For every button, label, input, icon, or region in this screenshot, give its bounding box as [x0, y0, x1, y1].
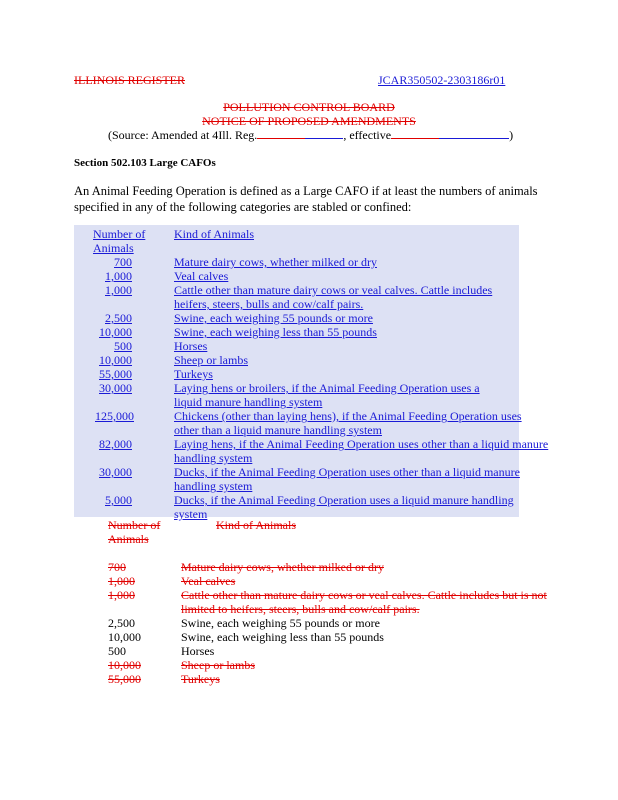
source-effective: , effective [343, 128, 392, 142]
source-line [108, 128, 513, 143]
old-col-kind-header: Kind of Animals [216, 518, 296, 532]
old-row-kind: Swine, each weighing less than 55 pounds [181, 630, 384, 644]
old-row-kind: Sheep or lambs [181, 658, 255, 672]
source-prefix: (Source: Amended at 4 [108, 128, 219, 142]
new-col-number-header: Number of Animals [93, 227, 146, 255]
old-row-kind: Swine, each weighing 55 pounds or more [181, 616, 380, 630]
old-col-number-header: Number of Animals [108, 518, 161, 546]
new-row-number: 82,000 [99, 437, 132, 451]
new-row-kind: Ducks, if the Animal Feeding Operation uses a liquid manure handling system [174, 493, 514, 521]
reg-page-blank [305, 128, 343, 139]
old-row-number: 700 [108, 560, 126, 574]
new-row-number: 1,000 [105, 269, 132, 283]
new-row-number: 30,000 [99, 465, 132, 479]
old-row-kind: Turkeys [181, 672, 220, 686]
new-row-number: 125,000 [95, 409, 134, 423]
new-col-kind-header: Kind of Animals [174, 227, 254, 241]
jcar-code: JCAR350502-2303186r01 [378, 73, 506, 87]
new-row-kind: Mature dairy cows, whether milked or dry [174, 255, 377, 269]
new-row-kind: Ducks, if the Animal Feeding Operation uses other than a liquid manure handling system [174, 465, 520, 493]
old-row-number: 500 [108, 644, 126, 658]
new-animal-table [74, 225, 549, 521]
old-row-number: 2,500 [108, 616, 135, 630]
old-row-number: 1,000 [108, 574, 135, 588]
section-title: Section 502.103 Large CAFOs [74, 157, 216, 169]
new-row-kind: Turkeys [174, 367, 213, 381]
new-row-kind: Swine, each weighing less than 55 pounds [174, 325, 377, 339]
new-row-number: 55,000 [99, 367, 132, 381]
old-row-kind: Veal calves [181, 574, 236, 588]
board-title: POLLUTION CONTROL BOARD [223, 100, 395, 114]
new-row-kind: Swine, each weighing 55 pounds or more [174, 311, 373, 325]
intro-paragraph: An Animal Feeding Operation is defined as a Large CAFO if at least the numbers of animals specified in any of the following categories are stabled or confined: [74, 184, 538, 214]
new-row-number: 700 [114, 255, 132, 269]
old-row-number: 1,000 [108, 588, 135, 602]
effective-date-blank-new [439, 128, 509, 139]
old-row-number: 10,000 [108, 630, 141, 644]
new-row-number: 30,000 [99, 381, 132, 395]
new-row-kind: Horses [174, 339, 208, 353]
new-row-kind: Cattle other than mature dairy cows or veal calves. Cattle includes heifers, steers, bulls and cow/calf pairs. [174, 283, 493, 311]
register-header: ILLINOIS REGISTER [74, 73, 185, 87]
reg-volume-blank [257, 128, 305, 139]
new-row-kind: Chickens (other than laying hens), if the Animal Feeding Operation uses other than a liquid manure handling system [174, 409, 522, 437]
new-row-number: 5,000 [105, 493, 132, 507]
new-row-number: 500 [114, 339, 132, 353]
source-ill-reg: Ill. Reg. [218, 128, 258, 142]
old-row-kind: Horses [181, 644, 215, 658]
new-row-number: 1,000 [105, 283, 132, 297]
new-row-kind: Laying hens or broilers, if the Animal Feeding Operation uses a liquid manure handling system [174, 381, 480, 409]
old-row-number: 10,000 [108, 658, 141, 672]
notice-title: NOTICE OF PROPOSED AMENDMENTS [202, 114, 416, 128]
old-row-kind: Cattle other than mature dairy cows or veal calves. Cattle includes but is not limited to heifers, steers, bulls and cow/calf pairs. [181, 588, 547, 616]
new-row-kind: Laying hens, if the Animal Feeding Operation uses other than a liquid manure handling system [174, 437, 549, 465]
effective-date-blank [391, 128, 439, 139]
new-row-kind: Sheep or lambs [174, 353, 248, 367]
new-row-number: 2,500 [105, 311, 132, 325]
new-row-number: 10,000 [99, 353, 132, 367]
old-row-kind: Mature dairy cows, whether milked or dry [181, 560, 384, 574]
new-row-kind: Veal calves [174, 269, 229, 283]
old-row-number: 55,000 [108, 672, 141, 686]
source-close: ) [509, 128, 514, 142]
new-row-number: 10,000 [99, 325, 132, 339]
